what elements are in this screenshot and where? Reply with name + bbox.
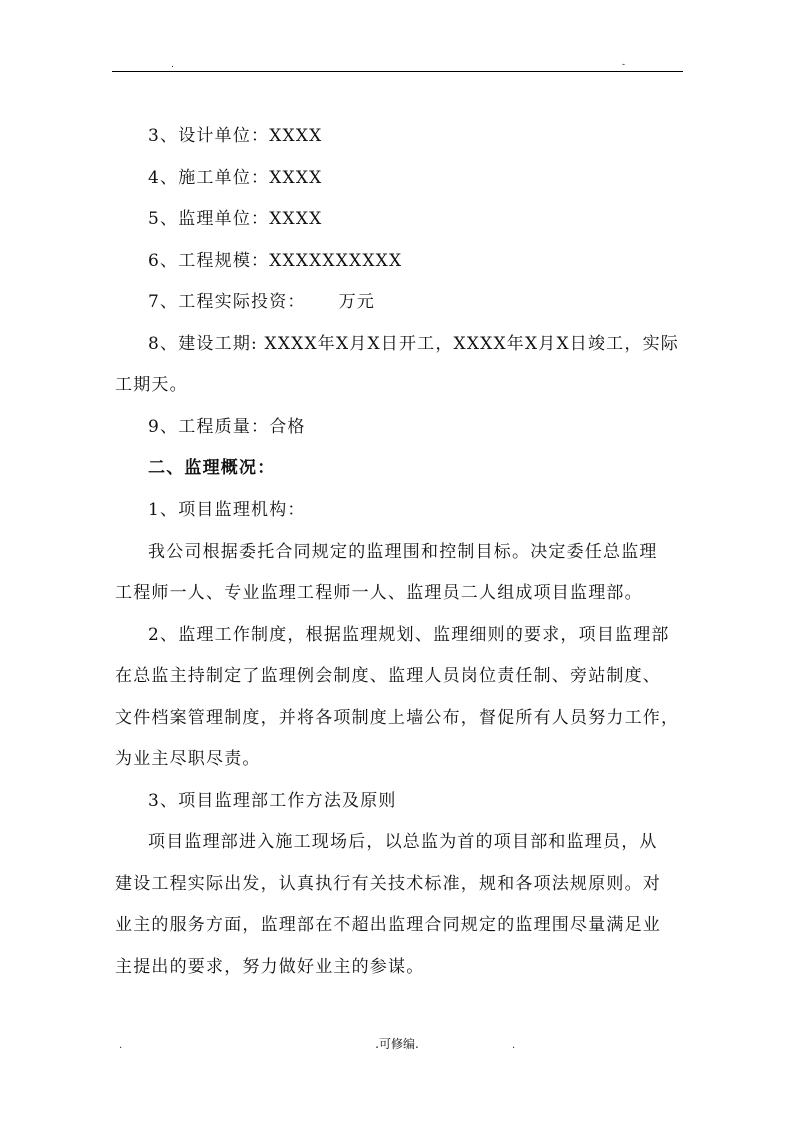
footer-editable-label: .可修编. (375, 1037, 419, 1051)
header-right-mark: - (622, 60, 626, 70)
footer-right-mark: . (512, 1040, 516, 1051)
paragraph-2-line-4: 为业主尽职尽责。 (115, 749, 261, 769)
header-rule (112, 71, 683, 72)
header-left-mark: . (171, 60, 174, 70)
project-quality-line: 9、工程质量：合格 (148, 417, 306, 437)
actual-investment-line: 7、工程实际投资： 万元 (148, 292, 376, 312)
paragraph-2-line-3: 文件档案管理制度，并将各项制度上墙公布，督促所有人员努力工作， (115, 708, 680, 728)
paragraph-1-line-2: 工程师一人、专业监理工程师一人、监理员二人组成项目监理部。 (115, 583, 643, 603)
paragraph-3-line-1: 项目监理部进入施工现场后，以总监为首的项目部和监理员，从 (148, 832, 658, 852)
project-scale-line: 6、工程规模：XXXXXXXXXX (148, 251, 403, 271)
subheading-supervision-organization: 1、项目监理机构： (148, 500, 306, 520)
subheading-methods-principles: 3、项目监理部工作方法及原则 (148, 791, 397, 811)
supervision-unit-line: 5、监理单位：XXXX (148, 209, 323, 229)
footer-left-mark: . (119, 1040, 123, 1051)
paragraph-3-line-2: 建设工程实际出发，认真执行有关技术标准，规和各项法规原则。对 (115, 874, 661, 894)
paragraph-2-line-1: 2、监理工作制度，根据监理规划、监理细则的要求，项目监理部 (148, 625, 670, 645)
construction-period-line: 8、建设工期: XXXX年X月X日开工，XXXX年X月X日竣工，实际 (148, 334, 679, 354)
paragraph-3-line-3: 业主的服务方面，监理部在不超出监理合同规定的监理围尽量满足业 (115, 915, 661, 935)
paragraph-1-line-1: 我公司根据委托合同规定的监理围和控制目标。决定委任总监理 (148, 542, 658, 562)
construction-period-line-cont: 工期天。 (115, 375, 188, 395)
paragraph-2-line-2: 在总监主持制定了监理例会制度、监理人员岗位责任制、旁站制度、 (115, 666, 661, 686)
design-unit-line: 3、设计单位：XXXX (148, 126, 323, 146)
paragraph-3-line-4: 主提出的要求，努力做好业主的参谋。 (115, 957, 425, 977)
construction-unit-line: 4、施工单位：XXXX (148, 168, 323, 188)
section-heading-supervision-overview: 二、监理概况： (148, 458, 276, 478)
